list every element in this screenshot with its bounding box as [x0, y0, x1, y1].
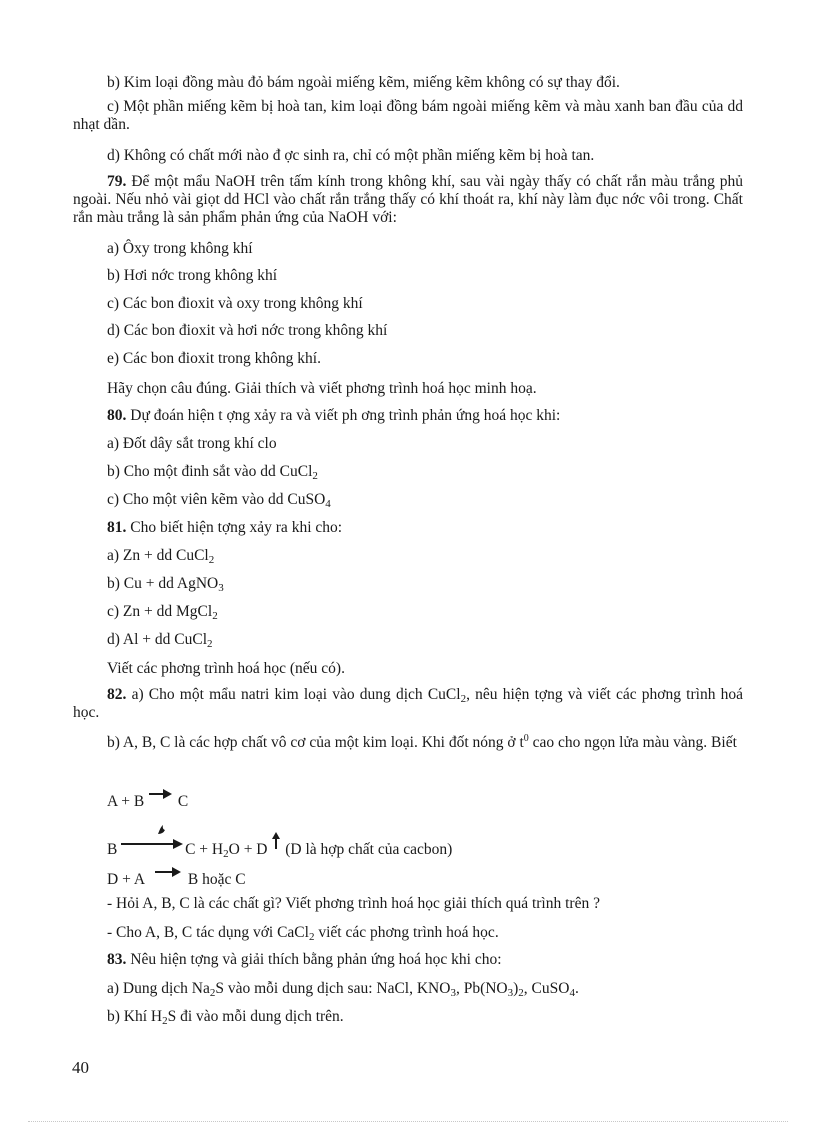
subscript: 4 [569, 987, 575, 999]
q80-option-b [107, 462, 318, 481]
reactants: D + A [107, 871, 145, 888]
q79-instruction: Hãy chọn câu đúng. Giải thích và viết phơng trình hoá học minh hoạ. [107, 380, 537, 397]
text: c) Cho một viên kẽm vào dd CuSO [107, 491, 326, 508]
question-82 [73, 686, 743, 722]
product: C [177, 793, 189, 810]
products: C + H [185, 841, 224, 858]
products: B hoặc C [187, 871, 246, 888]
subscript: 2 [208, 554, 215, 566]
bottom-divider [28, 1121, 788, 1122]
text: S vào mỗi dung dịch sau: NaCl, KNO [215, 980, 451, 997]
text: c) Zn + dd MgCl [107, 603, 213, 620]
q80-option-c [107, 490, 331, 509]
q79-option-e: e) Các bon đioxit trong không khí. [107, 350, 321, 367]
page-number: 40 [72, 1058, 89, 1077]
question-text-end: , nêu hiện tợng và viết các phơng trình hoá học. [73, 686, 744, 721]
question-number: 80. [107, 407, 127, 424]
text: b) Cho một đinh sắt vào dd CuCl [107, 463, 313, 480]
question-text: a) Cho một mẩu natri kim loại vào dung dịch CuCl [131, 686, 461, 703]
question-number: 81. [107, 519, 127, 536]
right-arrow-icon [148, 786, 174, 802]
q81-option-d [107, 630, 213, 649]
text: b) A, B, C là các hợp chất vô cơ của một kim loại. Khi đốt nóng ở t [107, 734, 524, 751]
subscript: 2 [460, 693, 467, 705]
subscript: 2 [312, 470, 318, 482]
subscript: 2 [308, 931, 315, 943]
right-arrow-icon [154, 864, 184, 880]
flame-icon [155, 824, 167, 836]
text: a) Zn + dd CuCl [107, 547, 209, 564]
question-text: Để một mẩu NaOH trên tấm kính trong không khí, sau vài ngày thấy có chất rắn màu trắng phủ ngoài. Nếu nhỏ vài giọt dd HCl vào chất rắn trắng thấy có khí thoát ra, khí này làm đục nớc vôi trong. Chất rắn màu trắng là sản phẩm phản ứng của NaOH với: [73, 173, 744, 226]
text: - Cho A, B, C tác dụng với CaCl [107, 924, 309, 941]
text: , CuSO [523, 980, 570, 997]
answer-option-c: c) Một phần miếng kẽm bị hoà tan, kim loại đồng bám ngoài miếng kẽm và màu xanh ban đầu của dd nhạt dần. [73, 98, 743, 133]
answer-option-b: b) Kim loại đồng màu đỏ bám ngoài miếng kẽm, miếng kẽm không có sự thay đổi. [107, 74, 620, 91]
note: (D là hợp chất của cacbon) [285, 841, 453, 858]
q81-option-c [107, 602, 218, 621]
q81-option-a [107, 546, 214, 565]
q83-option-a [107, 979, 579, 998]
question-number: 83. [107, 951, 127, 968]
q79-option-d: d) Các bon đioxit và hơi nớc trong không khí [107, 322, 388, 339]
q79-option-b: b) Hơi nớc trong không khí [107, 267, 278, 284]
question-83 [107, 950, 502, 969]
reaction-3 [107, 864, 246, 889]
text: . [574, 980, 579, 997]
text: b) Cu + dd AgNO [107, 575, 219, 592]
products: O + D [228, 841, 268, 858]
q79-option-a: a) Ôxy trong không khí [107, 240, 253, 257]
q82-ask-2 [107, 923, 499, 942]
subscript: 2 [162, 1015, 168, 1027]
question-text: Cho biết hiện tợng xảy ra khi cho: [130, 519, 343, 536]
subscript: 3 [218, 582, 224, 594]
subscript: 2 [212, 610, 218, 622]
reaction-1 [107, 786, 188, 811]
subscript: 2 [209, 987, 216, 999]
up-arrow-icon [271, 832, 281, 850]
text: viết các phơng trình hoá học. [314, 924, 499, 941]
question-text: Nêu hiện tợng và giải thích bằng phản ứng hoá học khi cho: [130, 951, 502, 968]
reactant: B [107, 841, 118, 858]
q81-option-b [107, 574, 224, 593]
question-81 [107, 518, 342, 537]
question-80 [107, 406, 560, 425]
q83-option-b [107, 1007, 344, 1026]
q82-part-b [73, 734, 743, 752]
right-arrow-icon [121, 836, 185, 852]
question-text: Dự đoán hiện t ợng xảy ra và viết ph ơng trình phản ứng hoá học khi: [130, 407, 561, 424]
text: S đi vào mỗi dung dịch trên. [167, 1008, 344, 1025]
superscript: 0 [523, 733, 529, 744]
question-number: 82. [107, 686, 127, 703]
answer-option-d: d) Không có chất mới nào đ ợc sinh ra, chỉ có một phần miếng kẽm bị hoà tan. [107, 147, 595, 164]
text: a) Dung dịch Na [107, 980, 210, 997]
q80-option-a: a) Đốt dây sắt trong khí clo [107, 435, 277, 452]
q79-option-c: c) Các bon đioxit và oxy trong không khí [107, 295, 363, 312]
subscript: 4 [325, 498, 331, 510]
text: , Pb(NO [455, 980, 508, 997]
question-number: 79. [107, 173, 127, 190]
subscript: 3 [450, 987, 456, 999]
reaction-2 [107, 832, 452, 859]
text: d) Al + dd CuCl [107, 631, 208, 648]
subscript: 2 [207, 638, 213, 650]
q82-ask-1: - Hỏi A, B, C là các chất gì? Viết phơng trình hoá học giải thích quá trình trên ? [107, 895, 600, 912]
subscript: 2 [223, 848, 229, 860]
text: cao cho ngọn lửa màu vàng. Biết [528, 734, 737, 751]
subscript: 3 [507, 987, 514, 999]
heat-arrow [121, 838, 181, 854]
q81-instruction: Viết các phơng trình hoá học (nếu có). [107, 660, 345, 677]
reactants: A + B [107, 793, 145, 810]
text: ) [513, 980, 519, 997]
text: b) Khí H [107, 1008, 163, 1025]
subscript: 2 [518, 987, 524, 999]
question-79 [73, 173, 743, 227]
